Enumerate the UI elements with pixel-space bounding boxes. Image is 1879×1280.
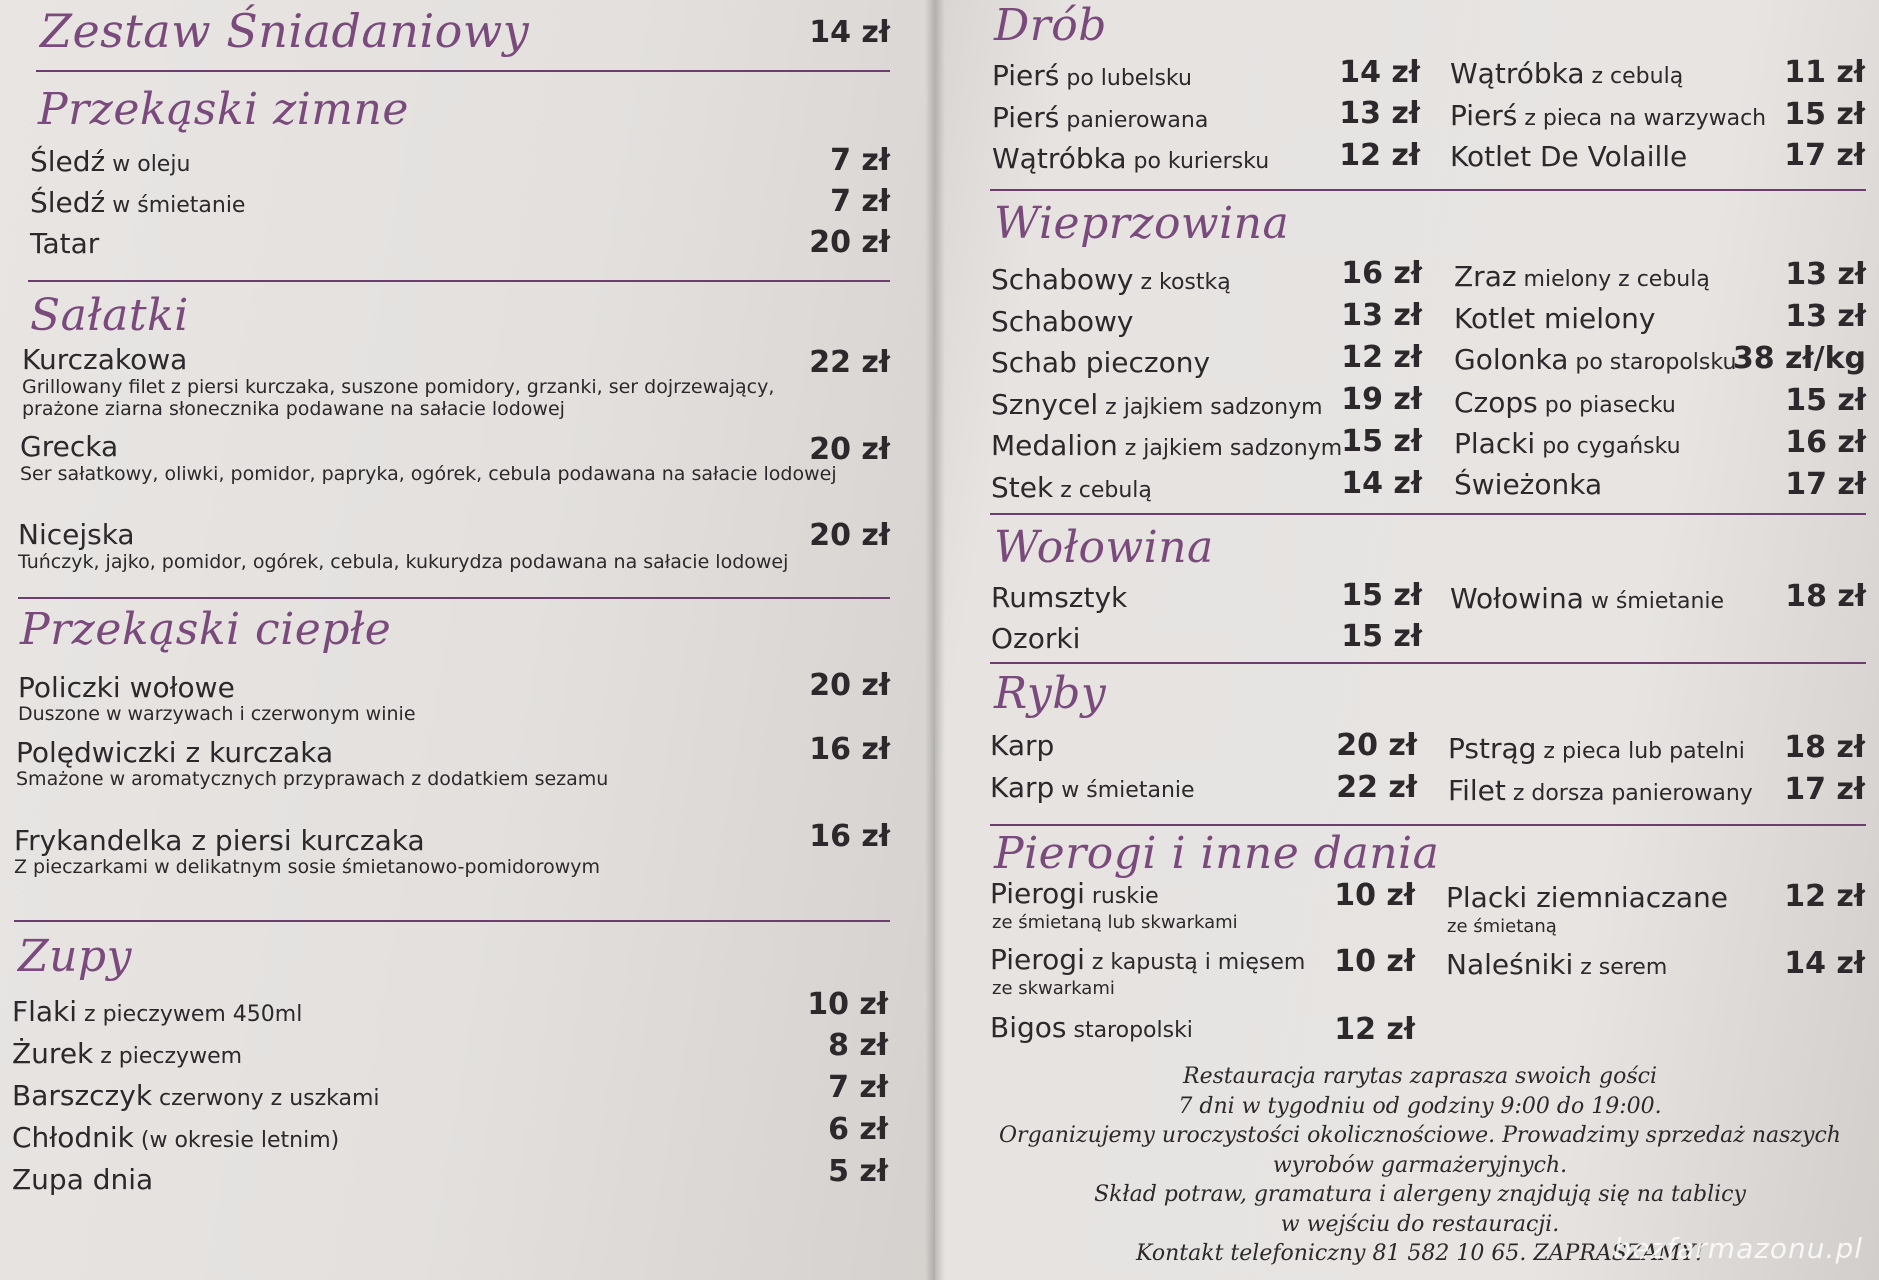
- menu-item-name: Żurek z pieczywem: [12, 1037, 243, 1070]
- menu-item-price: 20 zł: [1336, 728, 1417, 763]
- menu-item-name: Kotlet De Volaille: [1450, 140, 1688, 173]
- info-line: Restauracja rarytas zaprasza swoich gości: [1183, 1064, 1657, 1089]
- menu-item-price: 13 zł: [1785, 257, 1866, 292]
- menu-item-price: 15 zł: [1785, 383, 1866, 418]
- zestaw-title: Zestaw Śniadaniowy: [40, 4, 530, 58]
- menu-item-price: 20 zł: [809, 432, 890, 467]
- menu-item-description: Ser sałatkowy, oliwki, pomidor, papryka, ogórek, cebula podawana na sałacie lodowej: [20, 463, 837, 485]
- menu-item-price: 22 zł: [809, 345, 890, 380]
- menu-item-name: Placki po cygańsku: [1454, 427, 1681, 460]
- menu-item-name: Nicejska: [18, 518, 135, 551]
- menu-item-price: 16 zł: [809, 732, 890, 767]
- menu-item-price: 12 zł: [1341, 340, 1422, 375]
- menu-item-name: Karp: [990, 729, 1055, 762]
- divider: [28, 280, 890, 282]
- menu-item-name: Filet z dorsza panierowany: [1448, 774, 1753, 807]
- menu-item-name: Stek z cebulą: [991, 471, 1152, 504]
- divider: [36, 70, 890, 72]
- info-line: wyrobów garmażeryjnych.: [1272, 1152, 1568, 1178]
- menu-item-price: 10 zł: [807, 987, 888, 1022]
- menu-item-name: Grecka: [20, 430, 119, 463]
- menu-item-price: 5 zł: [828, 1154, 888, 1189]
- divider: [18, 597, 890, 599]
- menu-item-price: 16 zł: [1341, 256, 1422, 291]
- menu-item-description: Z pieczarkami w delikatnym sosie śmietanowo-pomidorowym: [14, 856, 600, 878]
- menu-item-price: 7 zł: [830, 184, 890, 219]
- menu-item-name: Bigos staropolski: [990, 1011, 1193, 1044]
- menu-item-price: 20 zł: [809, 518, 890, 553]
- info-line: Organizujemy uroczystości okolicznościowe. Prowadzimy sprzedaż naszych: [999, 1123, 1841, 1148]
- menu-item-name: Flaki z pieczywem 450ml: [12, 995, 303, 1028]
- menu-item-price: 17 zł: [1784, 138, 1865, 173]
- menu-item-name: Kurczakowa: [22, 343, 188, 376]
- menu-item-price: 12 zł: [1339, 138, 1420, 173]
- menu-item-name: Wątróbka z cebulą: [1450, 57, 1684, 90]
- menu-item-description: ze skwarkami: [992, 978, 1115, 999]
- menu-item-name: Karp w śmietanie: [990, 771, 1195, 804]
- menu-item-name: Zraz mielony z cebulą: [1454, 260, 1710, 293]
- menu-item-price: 14 zł: [1339, 55, 1420, 90]
- menu-item-name: Kotlet mielony: [1454, 302, 1656, 335]
- menu-item-name: Pierogi z kapustą i mięsem: [990, 943, 1306, 976]
- menu-item-name: Golonka po staropolsku: [1454, 343, 1737, 376]
- menu-item-name: Naleśniki z serem: [1446, 948, 1668, 981]
- watermark: bezfarmazonu.pl: [1613, 1232, 1863, 1265]
- menu-item-price: 20 zł: [809, 225, 890, 260]
- info-line: Skład potraw, gramatura i alergeny znajdują się na tablicy: [1094, 1182, 1746, 1207]
- menu-item-price: 22 zł: [1336, 770, 1417, 805]
- menu-item-price: 14 zł: [1784, 946, 1865, 981]
- menu-item-price: 13 zł: [1339, 96, 1420, 131]
- menu-item-price: 15 zł: [1341, 619, 1422, 654]
- menu-item-description: Tuńczyk, jajko, pomidor, ogórek, cebula, kukurydza podawana na sałacie lodowej: [18, 551, 789, 573]
- menu-item-name: Śledź w śmietanie: [30, 186, 246, 219]
- menu-item-name: Frykandelka z piersi kurczaka: [14, 824, 425, 857]
- divider: [990, 189, 1866, 191]
- section-title-pierogi: Pierogi i inne dania: [994, 828, 1440, 879]
- menu-item-name: Pierś po lubelsku: [992, 59, 1192, 92]
- menu-item-price: 6 zł: [828, 1112, 888, 1147]
- menu-item-name: Pstrąg z pieca lub patelni: [1448, 732, 1745, 765]
- menu-item-name: Śledź w oleju: [30, 145, 191, 178]
- menu-item-price: 12 zł: [1334, 1012, 1415, 1047]
- divider: [990, 662, 1866, 664]
- menu-item-price: 16 zł: [1785, 425, 1866, 460]
- section-title-wieprzowina: Wieprzowina: [994, 198, 1290, 249]
- menu-item-name: Schabowy: [991, 305, 1134, 338]
- menu-item-description: ze śmietaną: [1447, 916, 1557, 937]
- section-title-salatki: Sałatki: [30, 290, 189, 341]
- menu-item-price: 13 zł: [1341, 298, 1422, 333]
- menu-item-price: 17 zł: [1784, 772, 1865, 807]
- menu-item-name: Polędwiczki z kurczaka: [16, 736, 334, 769]
- menu-item-price: 20 zł: [809, 668, 890, 703]
- menu-item-price: 15 zł: [1341, 424, 1422, 459]
- section-title-zupy: Zupy: [18, 931, 132, 982]
- divider: [14, 920, 890, 922]
- menu-item-price: 7 zł: [830, 143, 890, 178]
- menu-item-name: Zupa dnia: [12, 1163, 154, 1196]
- menu-item-name: Schab pieczony: [991, 346, 1211, 379]
- menu-item-price: 19 zł: [1341, 382, 1422, 417]
- page-fold: [925, 0, 945, 1280]
- menu-item-price: 15 zł: [1784, 97, 1865, 132]
- menu-item-price: 11 zł: [1784, 55, 1865, 90]
- menu-item-name: Czops po piasecku: [1454, 386, 1676, 419]
- menu-item-name: Policzki wołowe: [18, 671, 235, 704]
- menu-item-description: Grillowany filet z piersi kurczaka, suszone pomidory, grzanki, ser dojrzewający, prażone ziarna słonecznika podawane na sałacie lodowej: [22, 376, 775, 420]
- menu-item-price: 15 zł: [1341, 578, 1422, 613]
- info-line: Kontakt telefoniczny 81 582 10 65. ZAPRASZAMY!: [1136, 1241, 1704, 1266]
- zestaw-price: 14 zł: [809, 15, 890, 50]
- menu-item-name: Pierś panierowana: [992, 101, 1209, 134]
- menu-item-name: Sznycel z jajkiem sadzonym: [991, 388, 1323, 421]
- menu-item-price: 18 zł: [1784, 730, 1865, 765]
- menu-item-name: Schabowy z kostką: [991, 263, 1231, 296]
- menu-item-name: Pierś z pieca na warzywach: [1450, 99, 1767, 132]
- info-line: 7 dni w tygodniu od godziny 9:00 do 19:00.: [1178, 1093, 1662, 1119]
- menu-item-price: 10 zł: [1334, 944, 1415, 979]
- menu-item-name: Rumsztyk: [991, 581, 1128, 614]
- menu-item-description: Duszone w warzywach i czerwonym winie: [18, 703, 416, 725]
- menu-item-name: Ozorki: [991, 622, 1081, 655]
- menu-item-description: ze śmietaną lub skwarkami: [992, 912, 1238, 933]
- menu-item-name: Placki ziemniaczane: [1446, 881, 1728, 914]
- menu-item-price: 18 zł: [1785, 579, 1866, 614]
- menu-item-name: Chłodnik (w okresie letnim): [12, 1121, 340, 1154]
- menu-item-name: Medalion z jajkiem sadzonym: [991, 429, 1343, 462]
- section-title-ryby: Ryby: [994, 668, 1107, 719]
- menu-item-name: Barszczyk czerwony z uszkami: [12, 1079, 380, 1112]
- menu-item-name: Tatar: [30, 227, 100, 260]
- menu-item-name: Wołowina w śmietanie: [1450, 582, 1725, 615]
- menu-item-description: Smażone w aromatycznych przyprawach z dodatkiem sezamu: [16, 768, 609, 790]
- menu-item-price: 14 zł: [1341, 466, 1422, 501]
- menu-item-price: 7 zł: [828, 1070, 888, 1105]
- menu-item-price: 12 zł: [1784, 879, 1865, 914]
- info-line: w wejściu do restauracji.: [1280, 1211, 1560, 1237]
- menu-item-price: 8 zł: [828, 1028, 888, 1063]
- menu-item-price: 38 zł/kg: [1732, 341, 1866, 376]
- menu-item-price: 10 zł: [1334, 878, 1415, 913]
- divider: [990, 824, 1866, 826]
- menu-item-price: 16 zł: [809, 819, 890, 854]
- menu-item-name: Pierogi ruskie: [990, 877, 1159, 910]
- menu-item-price: 17 zł: [1785, 467, 1866, 502]
- section-title-wolowina: Wołowina: [994, 522, 1214, 573]
- menu-item-name: Wątróbka po kuriersku: [992, 142, 1270, 175]
- menu-item-name: Świeżonka: [1454, 468, 1603, 501]
- section-title-drob: Drób: [994, 0, 1107, 51]
- menu-item-price: 13 zł: [1785, 299, 1866, 334]
- section-title-przekaski-zimne: Przekąski zimne: [38, 84, 409, 135]
- section-title-przekaski-cieple: Przekąski ciepłe: [20, 604, 392, 655]
- divider: [990, 513, 1866, 515]
